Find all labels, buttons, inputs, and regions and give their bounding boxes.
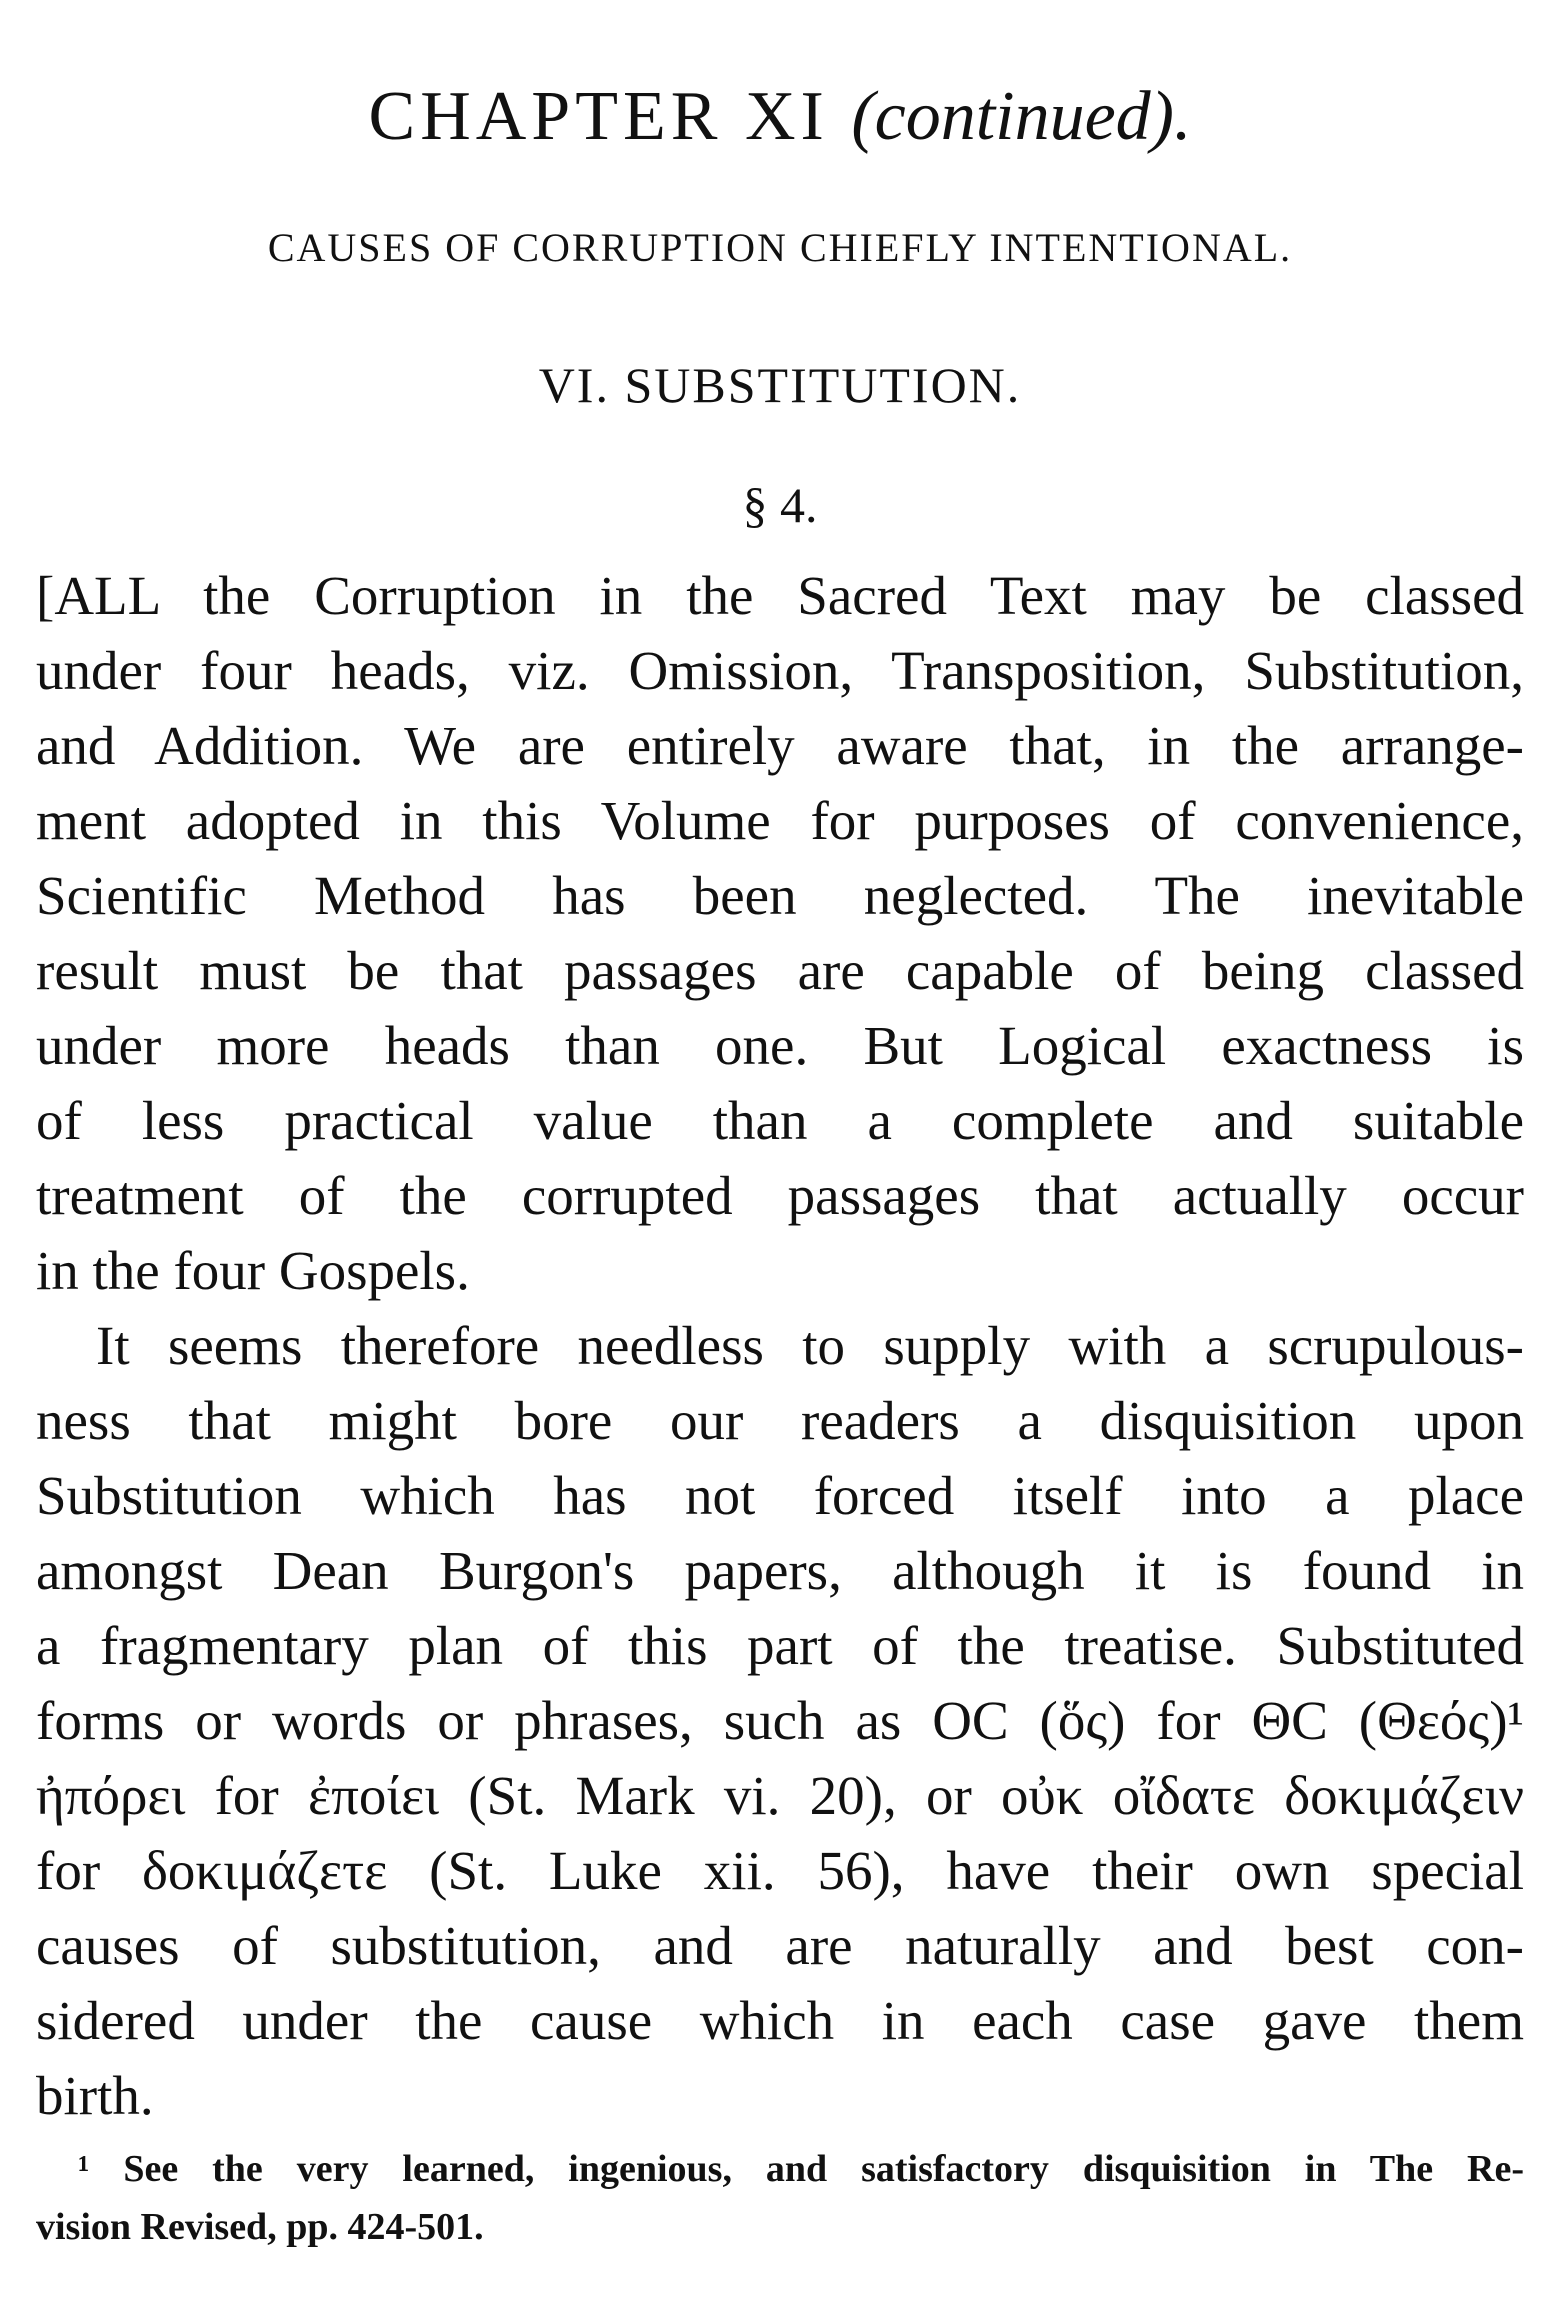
body-line: amongst Dean Burgon's papers, although it is found in [36,1540,1524,1601]
chapter-title-main: CHAPTER XI [368,78,829,155]
document-page [36,0,1524,2316]
body-line: [ALL the Corruption in the Sacred Text may be classed [36,565,1524,626]
body-line: in the four Gospels. [36,1240,470,1301]
footnote-line: ¹ See the very learned, ingenious, and satisfactory disquisition in The Re- [78,2148,1524,2190]
body-line: Scientific Method has been neglected. The inevitable [36,865,1524,926]
chapter-title-note: (continued). [851,78,1192,155]
footnote [36,2140,1524,2256]
body-line: result must be that passages are capable of being classed [36,940,1524,1001]
body-line: ἠπόρει for ἐποίει (St. Mark vi. 20), or οὐκ οἴδατε δοκιμάζειν [36,1765,1524,1826]
body-line: under four heads, viz. Omission, Transposition, Substitution, [36,640,1524,701]
body-line: ment adopted in this Volume for purposes of convenience, [36,790,1524,851]
chapter-title [36,72,1524,162]
body-line: causes of substitution, and are naturally and best con- [36,1915,1524,1976]
body-line: a fragmentary plan of this part of the treatise. Substituted [36,1615,1524,1676]
body-line: and Addition. We are entirely aware that, in the arrange- [36,715,1524,776]
body-line: of less practical value than a complete and suitable [36,1090,1524,1151]
footnote-line: vision Revised, pp. 424-501. [36,2206,484,2248]
body-line: sidered under the cause which in each case gave them [36,1990,1524,2051]
chapter-subtitle: CAUSES OF CORRUPTION CHIEFLY INTENTIONAL. [267,225,1293,270]
body-line: under more heads than one. But Logical exactness is [36,1015,1524,1076]
body-text [36,558,1524,2133]
section-number: § 4. [742,477,818,533]
section-heading: VI. SUBSTITUTION. [538,357,1022,413]
body-line: for δοκιμάζετε (St. Luke xii. 56), have their own special [36,1840,1524,1901]
body-line: ness that might bore our readers a disquisition upon [36,1390,1524,1451]
body-line: birth. [36,2065,154,2126]
body-line: Substitution which has not forced itself into a place [36,1465,1524,1526]
body-line: forms or words or phrases, such as ΟϹ (ὅς) for ΘϹ (Θεός)¹ [36,1690,1524,1751]
body-line: treatment of the corrupted passages that actually occur [36,1165,1524,1226]
body-line: It seems therefore needless to supply with a scrupulous- [96,1315,1524,1376]
